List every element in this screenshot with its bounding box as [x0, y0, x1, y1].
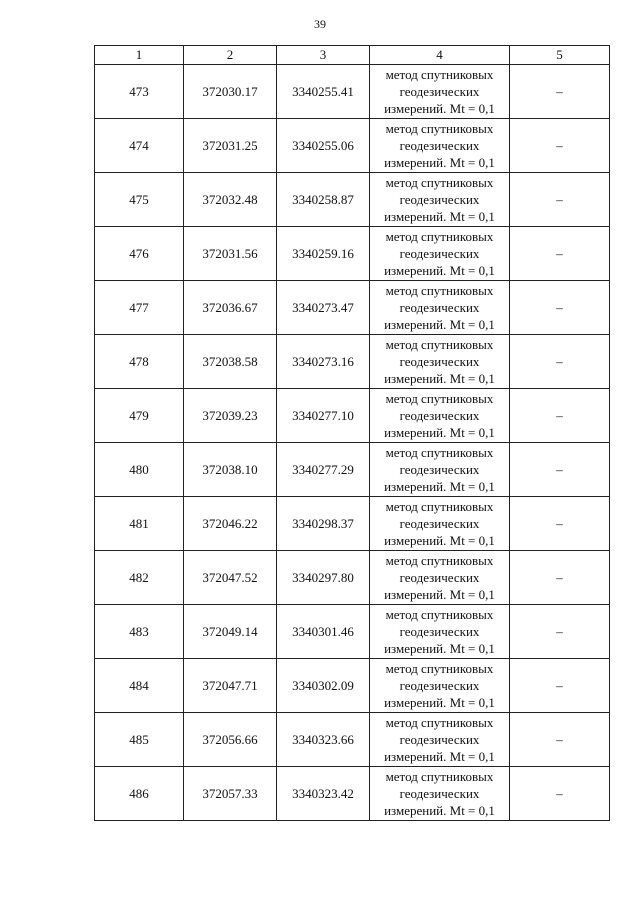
table-row: [95, 443, 610, 497]
note-cell: –: [510, 605, 610, 659]
method-line: геодезических: [399, 516, 480, 531]
method-line: измерений. Mt = 0,1: [384, 209, 495, 224]
method-line: метод спутниковых: [385, 229, 494, 244]
method-line: геодезических: [399, 84, 480, 99]
method-line: геодезических: [399, 786, 480, 801]
y-coordinate-cell: 3340301.46: [277, 605, 370, 659]
note-cell: –: [510, 335, 610, 389]
table-row: [95, 605, 610, 659]
method-line: метод спутниковых: [385, 715, 494, 730]
method-line: измерений. Mt = 0,1: [384, 317, 495, 332]
note-cell: –: [510, 227, 610, 281]
note-cell: –: [510, 767, 610, 821]
y-coordinate-cell: 3340273.47: [277, 281, 370, 335]
method-line: метод спутниковых: [385, 769, 494, 784]
method-line: геодезических: [399, 300, 480, 315]
method-line: измерений. Mt = 0,1: [384, 695, 495, 710]
method-line: геодезических: [399, 732, 480, 747]
note-cell: –: [510, 173, 610, 227]
method-line: измерений. Mt = 0,1: [384, 479, 495, 494]
method-cell: [370, 65, 510, 119]
page-number: 39: [314, 17, 326, 31]
method-line: измерений. Mt = 0,1: [384, 101, 495, 116]
method-cell: [370, 281, 510, 335]
x-coordinate-cell: 372049.14: [184, 605, 277, 659]
note-cell: –: [510, 119, 610, 173]
y-coordinate-cell: 3340277.10: [277, 389, 370, 443]
coordinates-table: [94, 45, 610, 821]
method-cell: [370, 767, 510, 821]
x-coordinate-cell: 372057.33: [184, 767, 277, 821]
point-number-cell: 482: [95, 551, 184, 605]
x-coordinate-cell: 372038.10: [184, 443, 277, 497]
table-row: [95, 119, 610, 173]
method-line: метод спутниковых: [385, 661, 494, 676]
method-line: измерений. Mt = 0,1: [384, 803, 495, 818]
method-cell: [370, 713, 510, 767]
column-header-5: 5: [510, 46, 610, 65]
method-line: метод спутниковых: [385, 67, 494, 82]
point-number-cell: 484: [95, 659, 184, 713]
method-line: измерений. Mt = 0,1: [384, 263, 495, 278]
point-number-cell: 474: [95, 119, 184, 173]
table-body: [95, 65, 610, 821]
method-line: метод спутниковых: [385, 553, 494, 568]
point-number-cell: 481: [95, 497, 184, 551]
method-line: метод спутниковых: [385, 337, 494, 352]
method-line: геодезических: [399, 570, 480, 585]
method-line: метод спутниковых: [385, 283, 494, 298]
method-line: метод спутниковых: [385, 391, 494, 406]
y-coordinate-cell: 3340302.09: [277, 659, 370, 713]
x-coordinate-cell: 372036.67: [184, 281, 277, 335]
point-number-cell: 483: [95, 605, 184, 659]
table-row: [95, 659, 610, 713]
method-cell: [370, 389, 510, 443]
note-cell: –: [510, 65, 610, 119]
table-row: [95, 173, 610, 227]
table-row: [95, 227, 610, 281]
method-line: измерений. Mt = 0,1: [384, 749, 495, 764]
method-line: геодезических: [399, 624, 480, 639]
x-coordinate-cell: 372031.25: [184, 119, 277, 173]
x-coordinate-cell: 372039.23: [184, 389, 277, 443]
point-number-cell: 485: [95, 713, 184, 767]
method-line: измерений. Mt = 0,1: [384, 155, 495, 170]
x-coordinate-cell: 372046.22: [184, 497, 277, 551]
note-cell: –: [510, 551, 610, 605]
table-row: [95, 65, 610, 119]
method-line: геодезических: [399, 408, 480, 423]
method-line: метод спутниковых: [385, 121, 494, 136]
table-row: [95, 767, 610, 821]
method-line: геодезических: [399, 354, 480, 369]
method-line: измерений. Mt = 0,1: [384, 425, 495, 440]
method-cell: [370, 443, 510, 497]
method-cell: [370, 605, 510, 659]
x-coordinate-cell: 372056.66: [184, 713, 277, 767]
x-coordinate-cell: 372032.48: [184, 173, 277, 227]
x-coordinate-cell: 372038.58: [184, 335, 277, 389]
y-coordinate-cell: 3340297.80: [277, 551, 370, 605]
point-number-cell: 477: [95, 281, 184, 335]
method-line: измерений. Mt = 0,1: [384, 587, 495, 602]
method-line: геодезических: [399, 138, 480, 153]
point-number-cell: 475: [95, 173, 184, 227]
x-coordinate-cell: 372047.52: [184, 551, 277, 605]
method-line: геодезических: [399, 462, 480, 477]
note-cell: –: [510, 713, 610, 767]
y-coordinate-cell: 3340298.37: [277, 497, 370, 551]
method-line: геодезических: [399, 192, 480, 207]
y-coordinate-cell: 3340277.29: [277, 443, 370, 497]
method-cell: [370, 173, 510, 227]
note-cell: –: [510, 281, 610, 335]
point-number-cell: 478: [95, 335, 184, 389]
point-number-cell: 473: [95, 65, 184, 119]
x-coordinate-cell: 372031.56: [184, 227, 277, 281]
y-coordinate-cell: 3340273.16: [277, 335, 370, 389]
column-header-3: 3: [277, 46, 370, 65]
note-cell: –: [510, 497, 610, 551]
column-header-4: 4: [370, 46, 510, 65]
x-coordinate-cell: 372047.71: [184, 659, 277, 713]
y-coordinate-cell: 3340255.06: [277, 119, 370, 173]
note-cell: –: [510, 659, 610, 713]
column-header-1: 1: [95, 46, 184, 65]
column-header-2: 2: [184, 46, 277, 65]
method-line: метод спутниковых: [385, 175, 494, 190]
y-coordinate-cell: 3340323.42: [277, 767, 370, 821]
method-line: метод спутниковых: [385, 607, 494, 622]
table-row: [95, 389, 610, 443]
method-cell: [370, 119, 510, 173]
method-line: метод спутниковых: [385, 499, 494, 514]
method-cell: [370, 497, 510, 551]
point-number-cell: 480: [95, 443, 184, 497]
method-line: геодезических: [399, 678, 480, 693]
method-cell: [370, 659, 510, 713]
method-cell: [370, 335, 510, 389]
x-coordinate-cell: 372030.17: [184, 65, 277, 119]
table-header-row: [95, 46, 610, 65]
table-row: [95, 281, 610, 335]
method-cell: [370, 551, 510, 605]
table-row: [95, 551, 610, 605]
note-cell: –: [510, 389, 610, 443]
note-cell: –: [510, 443, 610, 497]
y-coordinate-cell: 3340258.87: [277, 173, 370, 227]
method-line: измерений. Mt = 0,1: [384, 371, 495, 386]
y-coordinate-cell: 3340255.41: [277, 65, 370, 119]
method-line: измерений. Mt = 0,1: [384, 533, 495, 548]
method-line: геодезических: [399, 246, 480, 261]
point-number-cell: 479: [95, 389, 184, 443]
point-number-cell: 476: [95, 227, 184, 281]
table-row: [95, 497, 610, 551]
table-row: [95, 713, 610, 767]
table-row: [95, 335, 610, 389]
method-cell: [370, 227, 510, 281]
method-line: метод спутниковых: [385, 445, 494, 460]
point-number-cell: 486: [95, 767, 184, 821]
y-coordinate-cell: 3340323.66: [277, 713, 370, 767]
method-line: измерений. Mt = 0,1: [384, 641, 495, 656]
y-coordinate-cell: 3340259.16: [277, 227, 370, 281]
